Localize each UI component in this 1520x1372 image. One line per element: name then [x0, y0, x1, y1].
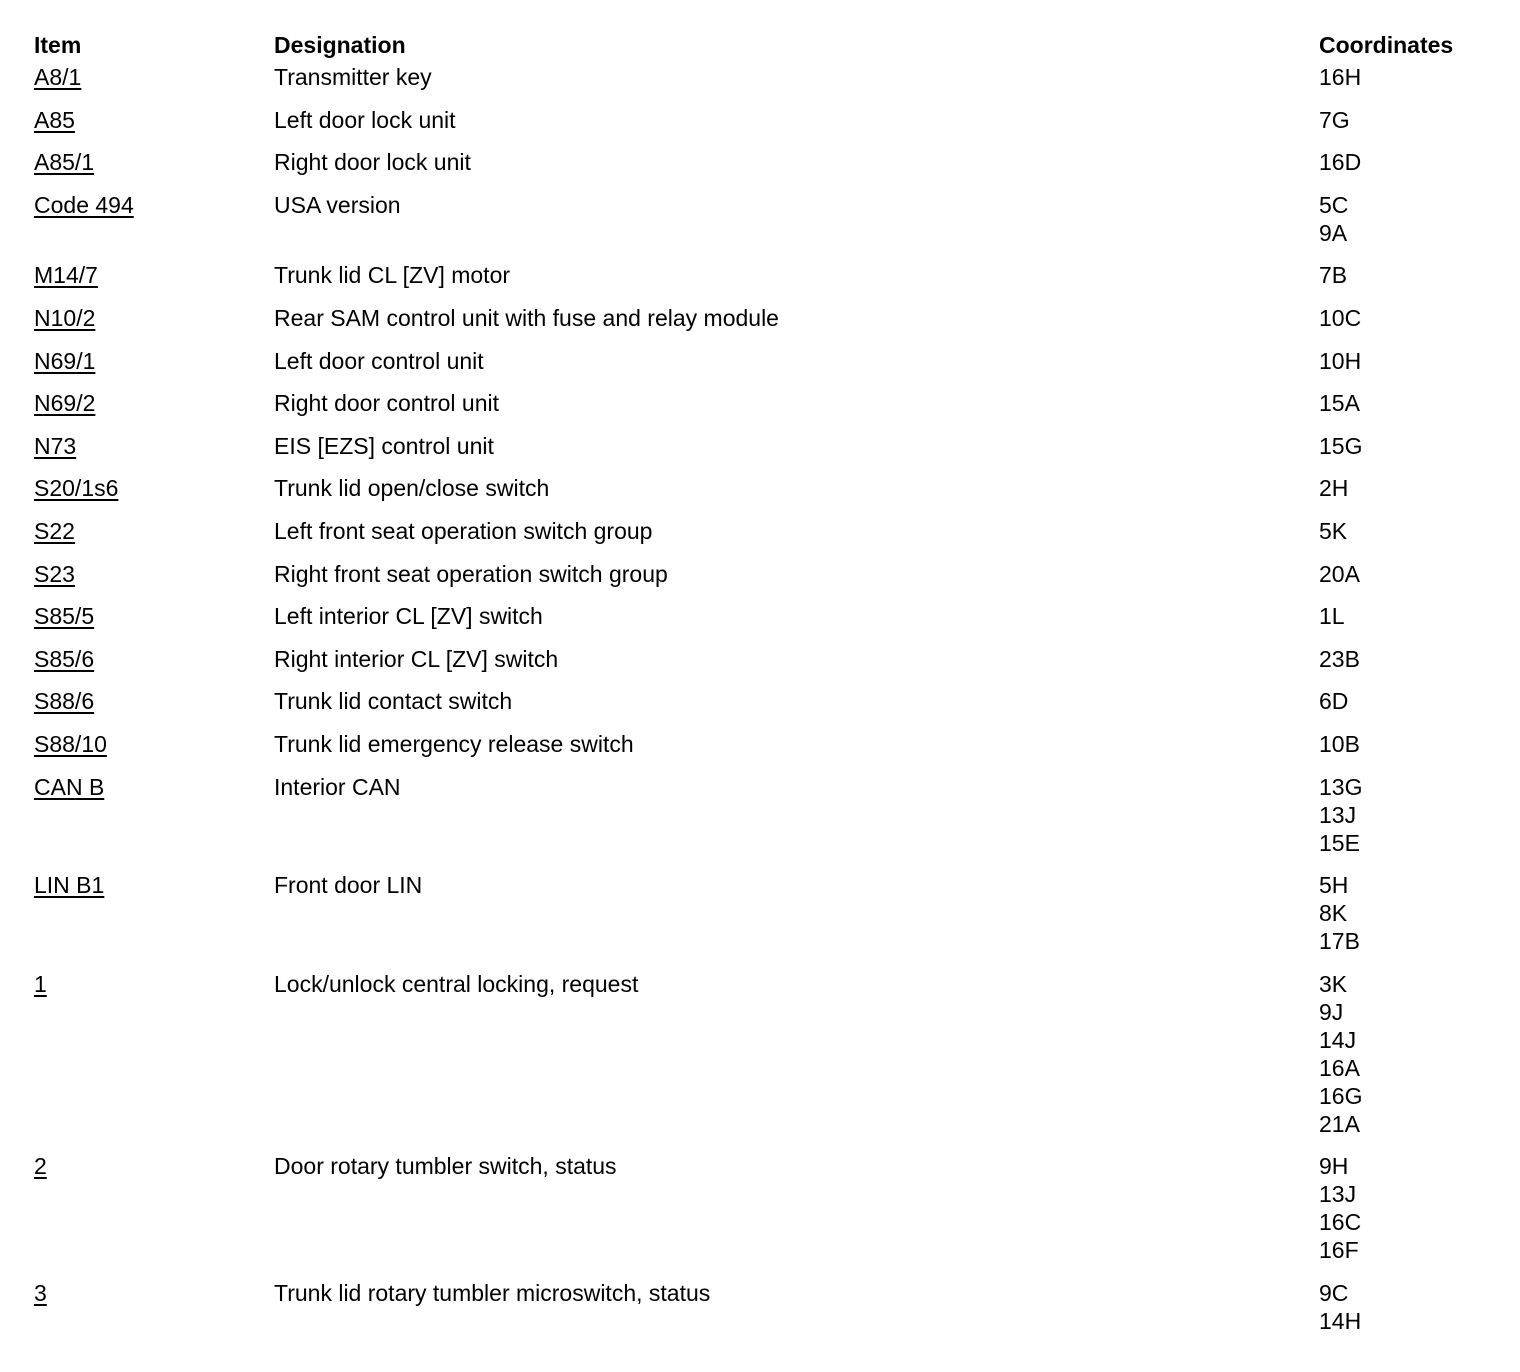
coordinate-value: 2H	[1319, 475, 1349, 502]
coordinate-value: 3K	[1319, 970, 1348, 997]
designation-text: Trunk lid rotary tumbler microswitch, status	[274, 1279, 711, 1306]
coordinates-cell	[1319, 474, 1348, 502]
designation-text: Trunk lid open/close switch	[274, 475, 550, 502]
designation-text: Right interior CL [ZV] switch	[274, 645, 559, 672]
coordinates-cell	[1319, 148, 1361, 176]
designation-text: Left door control unit	[274, 347, 484, 374]
coordinate-value: 23B	[1319, 645, 1360, 672]
designation-text: Transmitter key	[274, 64, 432, 90]
designation-text: Trunk lid contact switch	[274, 688, 513, 715]
table-row	[34, 970, 1494, 1153]
coordinate-value: 20A	[1319, 560, 1360, 587]
table-header	[34, 27, 1494, 63]
coordinate-value: 7B	[1319, 262, 1348, 289]
item-link[interactable]: S23	[34, 560, 75, 587]
coordinate-value: 16F	[1319, 1237, 1359, 1264]
table-row	[34, 645, 1494, 688]
coordinate-value: 17B	[1319, 928, 1360, 955]
table-row	[34, 871, 1494, 970]
table-row	[34, 560, 1494, 603]
coordinates-cell	[1319, 106, 1350, 134]
item-link[interactable]: S85/6	[34, 645, 95, 672]
coordinates-cell	[1319, 645, 1360, 673]
coordinate-value: 13G	[1319, 773, 1363, 800]
coordinate-value: 9H	[1319, 1153, 1349, 1180]
table-row	[34, 602, 1494, 645]
table-row	[34, 191, 1494, 262]
item-link[interactable]: N10/2	[34, 304, 96, 331]
coordinate-value: 10B	[1319, 730, 1360, 757]
coordinates-cell	[1319, 191, 1348, 247]
coordinate-value: 5K	[1319, 517, 1348, 544]
table-row	[34, 347, 1494, 390]
coordinate-value: 5C	[1319, 191, 1349, 218]
item-link[interactable]: A85/1	[34, 149, 95, 176]
coordinate-value: 1L	[1319, 603, 1345, 630]
coordinate-value: 16C	[1319, 1209, 1362, 1236]
item-link[interactable]: 3	[34, 1279, 47, 1306]
item-link[interactable]: S20/1s6	[34, 475, 119, 502]
table-row	[34, 106, 1494, 149]
coordinate-value: 7G	[1319, 106, 1350, 133]
coordinates-cell	[1319, 1152, 1361, 1264]
table-row	[34, 687, 1494, 730]
coordinates-cell	[1319, 687, 1348, 715]
item-link[interactable]: M14/7	[34, 262, 98, 289]
coordinate-value: 13J	[1319, 801, 1357, 828]
designation-text: Lock/unlock central locking, request	[274, 970, 639, 997]
table-row	[34, 1152, 1494, 1279]
item-link[interactable]: CAN B	[34, 773, 105, 800]
item-link[interactable]: S88/10	[34, 730, 107, 757]
coordinate-value: 21A	[1319, 1110, 1360, 1137]
item-link[interactable]: S85/5	[34, 603, 95, 630]
designation-text: Trunk lid CL [ZV] motor	[274, 262, 511, 289]
designation-text: Rear SAM control unit with fuse and relay module	[274, 304, 779, 331]
table-row	[34, 474, 1494, 517]
header-designation: Designation	[274, 32, 406, 58]
coordinate-value: 9J	[1319, 998, 1344, 1025]
coordinate-value: 9A	[1319, 219, 1348, 246]
table-body	[34, 63, 1494, 1349]
coordinate-value: 9C	[1319, 1279, 1349, 1306]
item-link[interactable]: A8/1	[34, 64, 82, 90]
designation-text: USA version	[274, 191, 401, 218]
coordinates-cell	[1319, 1279, 1361, 1335]
item-link[interactable]: 1	[34, 970, 47, 997]
designation-text: Left door lock unit	[274, 106, 456, 133]
coordinate-value: 16A	[1319, 1054, 1360, 1081]
coordinate-value: 8K	[1319, 900, 1348, 927]
header-item: Item	[34, 32, 82, 58]
table-row	[34, 1279, 1494, 1350]
coordinate-value: 5H	[1319, 872, 1349, 899]
table-row	[34, 261, 1494, 304]
coordinate-value: 13J	[1319, 1181, 1357, 1208]
coordinate-value: 10H	[1319, 347, 1362, 374]
coordinate-value: 10C	[1319, 304, 1362, 331]
table-row	[34, 304, 1494, 347]
legend-table	[34, 27, 1494, 1349]
table-row	[34, 63, 1494, 106]
table-row	[34, 517, 1494, 560]
table-row	[34, 773, 1494, 872]
coordinates-cell	[1319, 347, 1361, 375]
designation-text: Right door lock unit	[274, 149, 471, 176]
table-row	[34, 730, 1494, 773]
designation-text: Interior CAN	[274, 773, 401, 800]
coordinates-cell	[1319, 261, 1347, 289]
table-row	[34, 148, 1494, 191]
designation-text: Right front seat operation switch group	[274, 560, 668, 587]
designation-text: Front door LIN	[274, 872, 423, 899]
coordinate-value: 15A	[1319, 390, 1360, 417]
designation-text: EIS [EZS] control unit	[274, 432, 494, 459]
item-link[interactable]: N73	[34, 432, 77, 459]
item-link[interactable]: S22	[34, 517, 75, 544]
coordinate-value: 14H	[1319, 1307, 1362, 1334]
designation-text: Door rotary tumbler switch, status	[274, 1153, 617, 1180]
header-coordinates: Coordinates	[1319, 32, 1454, 58]
item-link[interactable]: A85	[34, 106, 75, 133]
coordinate-value: 15E	[1319, 829, 1360, 856]
item-link[interactable]: LIN B1	[34, 872, 105, 899]
table-row	[34, 389, 1494, 432]
coordinates-cell	[1319, 389, 1360, 417]
item-link[interactable]: 2	[34, 1153, 47, 1180]
item-link[interactable]: N69/2	[34, 390, 96, 417]
coordinate-value: 14J	[1319, 1026, 1357, 1053]
designation-text: Left front seat operation switch group	[274, 517, 653, 544]
coordinates-cell	[1319, 871, 1360, 955]
coordinates-cell	[1319, 517, 1347, 545]
designation-text: Trunk lid emergency release switch	[274, 730, 634, 757]
table-row	[34, 432, 1494, 475]
designation-text: Left interior CL [ZV] switch	[274, 603, 543, 630]
item-link[interactable]: N69/1	[34, 347, 96, 374]
coordinate-value: 16D	[1319, 149, 1362, 176]
item-link[interactable]: S88/6	[34, 688, 95, 715]
coordinates-cell	[1319, 304, 1361, 332]
designation-text: Right door control unit	[274, 390, 500, 417]
coordinate-value: 6D	[1319, 688, 1349, 715]
coordinates-cell	[1319, 730, 1360, 758]
item-link[interactable]: Code 494	[34, 191, 134, 218]
coordinates-cell	[1319, 560, 1360, 588]
coordinate-value: 15G	[1319, 432, 1363, 459]
coordinate-value: 16H	[1319, 64, 1362, 90]
coordinate-value: 16G	[1319, 1082, 1363, 1109]
coordinates-cell	[1319, 432, 1362, 460]
coordinates-cell	[1319, 602, 1345, 630]
coordinates-cell	[1319, 773, 1362, 857]
coordinates-cell	[1319, 63, 1361, 91]
coordinates-cell	[1319, 970, 1362, 1138]
